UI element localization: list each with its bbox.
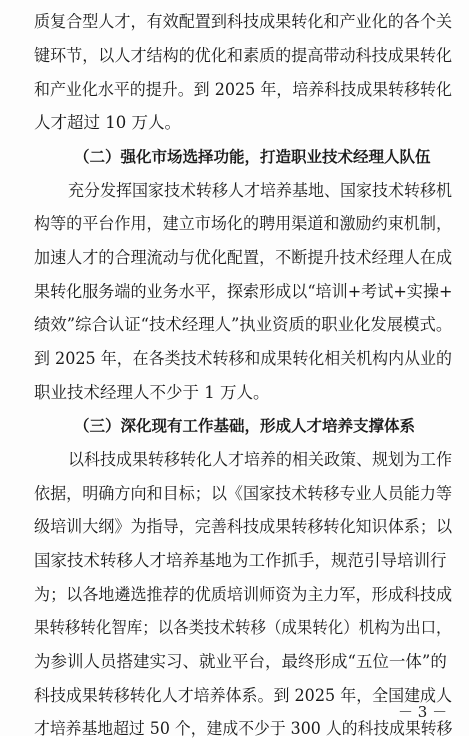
text-line-4: 人才超过 10 万人。: [34, 113, 181, 132]
text-line-7: 构等的平台作用，建立市场化的聘用渠道和激励约束机制，: [34, 214, 453, 233]
text-line-14: 以科技成果转移转化人才培养的相关政策、规划为工作: [68, 450, 453, 469]
text-line-3: 和产业化水平的提升。到 2025 年，培养科技成果转移转化: [34, 80, 452, 99]
text-line-10: 绩效”综合认证“技术经理人”执业资质的职业化发展模式。: [34, 315, 453, 334]
section-heading-2: （二）强化市场选择功能，打造职业技术经理人队伍: [74, 148, 431, 166]
page-number: － 3 －: [398, 703, 448, 721]
text-line-22: 才培养基地超过 50 个，建成不少于 300 人的科技成果转移: [34, 719, 453, 738]
text-line-18: 为；以各地遴选推荐的优质培训师资为主力军，形成科技成: [34, 585, 453, 604]
section-heading-3: （三）深化现有工作基础，形成人才培养支撑体系: [74, 417, 416, 435]
text-line-17: 国家技术转移人才培养基地为工作抓手，规范引导培训行: [34, 551, 447, 570]
text-line-9: 果转化服务端的业务水平，探索形成以“培训+考试+实操+: [34, 282, 453, 301]
text-line-15: 依据，明确方向和目标；以《国家技术转移专业人员能力等: [34, 484, 453, 503]
text-line-21: 科技成果转移转化人才培养体系。到 2025 年，全国建成人: [34, 686, 452, 705]
text-line-20: 为参训人员搭建实习、就业平台，最终形成“五位一体”的: [34, 652, 447, 671]
text-line-2: 键环节，以人才结构的优化和素质的提高带动科技成果转化: [34, 46, 453, 65]
text-line-8: 加速人才的合理流动与优化配置，不断提升技术经理人在成: [34, 248, 453, 267]
text-line-1: 质复合型人才，有效配置到科技成果转化和产业化的各个关: [34, 12, 453, 31]
text-line-11: 到 2025 年，在各类技术转移和成果转化相关机构内从业的: [34, 349, 452, 368]
text-line-6: 充分发挥国家技术转移人才培养基地、国家技术转移机: [68, 181, 453, 200]
text-line-16: 级培训大纲》为指导，完善科技成果转移转化知识体系；以: [34, 517, 453, 536]
text-line-19: 果转移转化智库；以各类技术转移（成果转化）机构为出口，: [34, 618, 452, 637]
text-line-12: 职业技术经理人不少于 1 万人。: [34, 383, 270, 402]
